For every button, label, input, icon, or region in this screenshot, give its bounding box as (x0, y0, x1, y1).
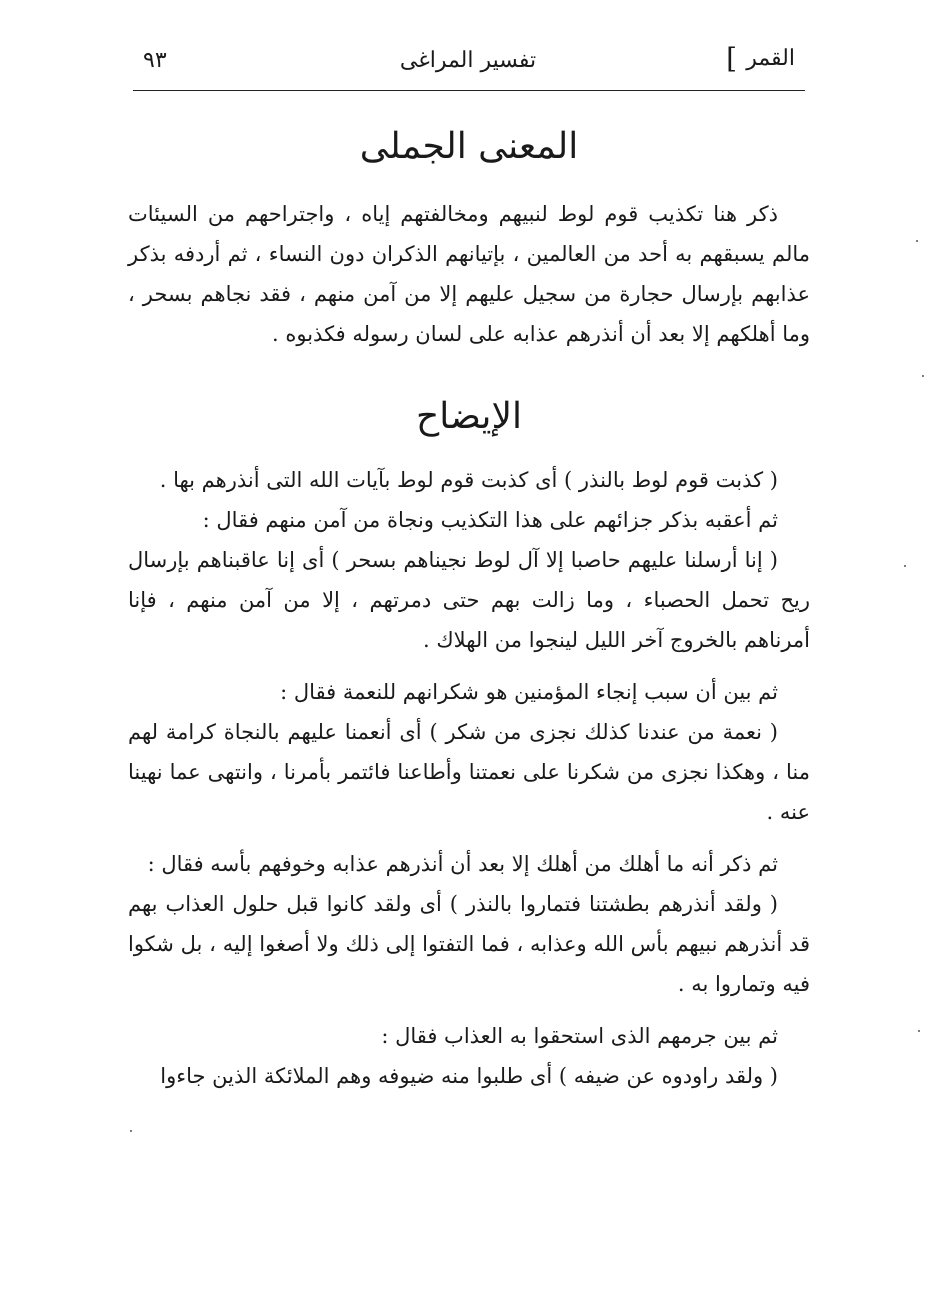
explanation-paragraph: ثم بين أن سبب إنجاء المؤمنين هو شكرانهم للنعمة فقال : (280, 680, 778, 704)
section-heading-explanation: الإيضاح (416, 396, 522, 437)
explanation-paragraph: ثم ذكر أنه ما أهلك من أهلك إلا بعد أن أنذرهم عذابه وخوفهم بأسه فقال : (147, 852, 778, 876)
scan-speck (918, 1030, 920, 1032)
book-title: تفسير المراغى (399, 48, 537, 73)
section-heading-summary: المعنى الجملى (359, 126, 579, 167)
explanation-paragraph: ( ولقد أنذرهم بطشتنا فتماروا بالنذر ) أى ولقد كانوا قبل حلول العذاب بهم قد أنذرهم نبيهم بأس الله وعذابه ، فما التفتوا إلى ذلك ولا أصغوا إليه ، بل شكوا فيه وتماروا به . (128, 892, 810, 996)
header-rule (133, 90, 805, 91)
explanation-paragraph: ثم بين جرمهم الذى استحقوا به العذاب فقال : (381, 1024, 778, 1048)
explanation-paragraph: ( ولقد راودوه عن ضيفه ) أى طلبوا منه ضيوفه وهم الملائكة الذين جاءوا (160, 1064, 778, 1088)
summary-paragraph: ذكر هنا تكذيب قوم لوط لنبيهم ومخالفتهم إياه ، واجتراحهم من السيئات مالم يسبقهم به أحد من العالمين ، بإتيانهم الذكران دون النساء ، ثم أردفه بذكر عذابهم بإرسال حجارة من سجيل عليهم إلا من آمن منهم ، فقد نجاهم بسحر ، وما أهلكهم إلا بعد أن أنذرهم عذابه على لسان رسوله فكذبوه . (128, 202, 810, 346)
explanation-paragraph: ( إنا أرسلنا عليهم حاصبا إلا آل لوط نجيناهم بسحر ) أى إنا عاقبناهم بإرسال ريح تحمل الحصباء ، وما زالت بهم حتى دمرتهم ، إلا من آمن منهم ، فإنا أمرناهم بالخروج آخر الليل لينجوا من الهلاك . (128, 548, 810, 652)
header-bracket: ] (726, 42, 737, 75)
explanation-paragraph: ( نعمة من عندنا كذلك نجزى من شكر ) أى أنعمنا عليهم بالنجاة كرامة لهم منا ، وهكذا نجزى من شكرنا على نعمتنا وأطاعنا فائتمر بأمرنا ، وانتهى عما نهينا عنه . (128, 720, 810, 824)
running-header (133, 42, 803, 86)
page-number: ٩٣ (143, 48, 167, 73)
page-body (128, 112, 810, 1096)
scan-speck (922, 375, 924, 377)
explanation-paragraph: ثم أعقبه بذكر جزائهم على هذا التكذيب ونجاة من آمن منهم فقال : (202, 508, 778, 532)
surah-name: القمر (746, 46, 795, 71)
scan-speck (130, 1130, 132, 1132)
scan-speck (904, 565, 906, 567)
explanation-paragraph: ( كذبت قوم لوط بالنذر ) أى كذبت قوم لوط بآيات الله التى أنذرهم بها . (159, 468, 778, 492)
scan-speck (916, 240, 918, 242)
